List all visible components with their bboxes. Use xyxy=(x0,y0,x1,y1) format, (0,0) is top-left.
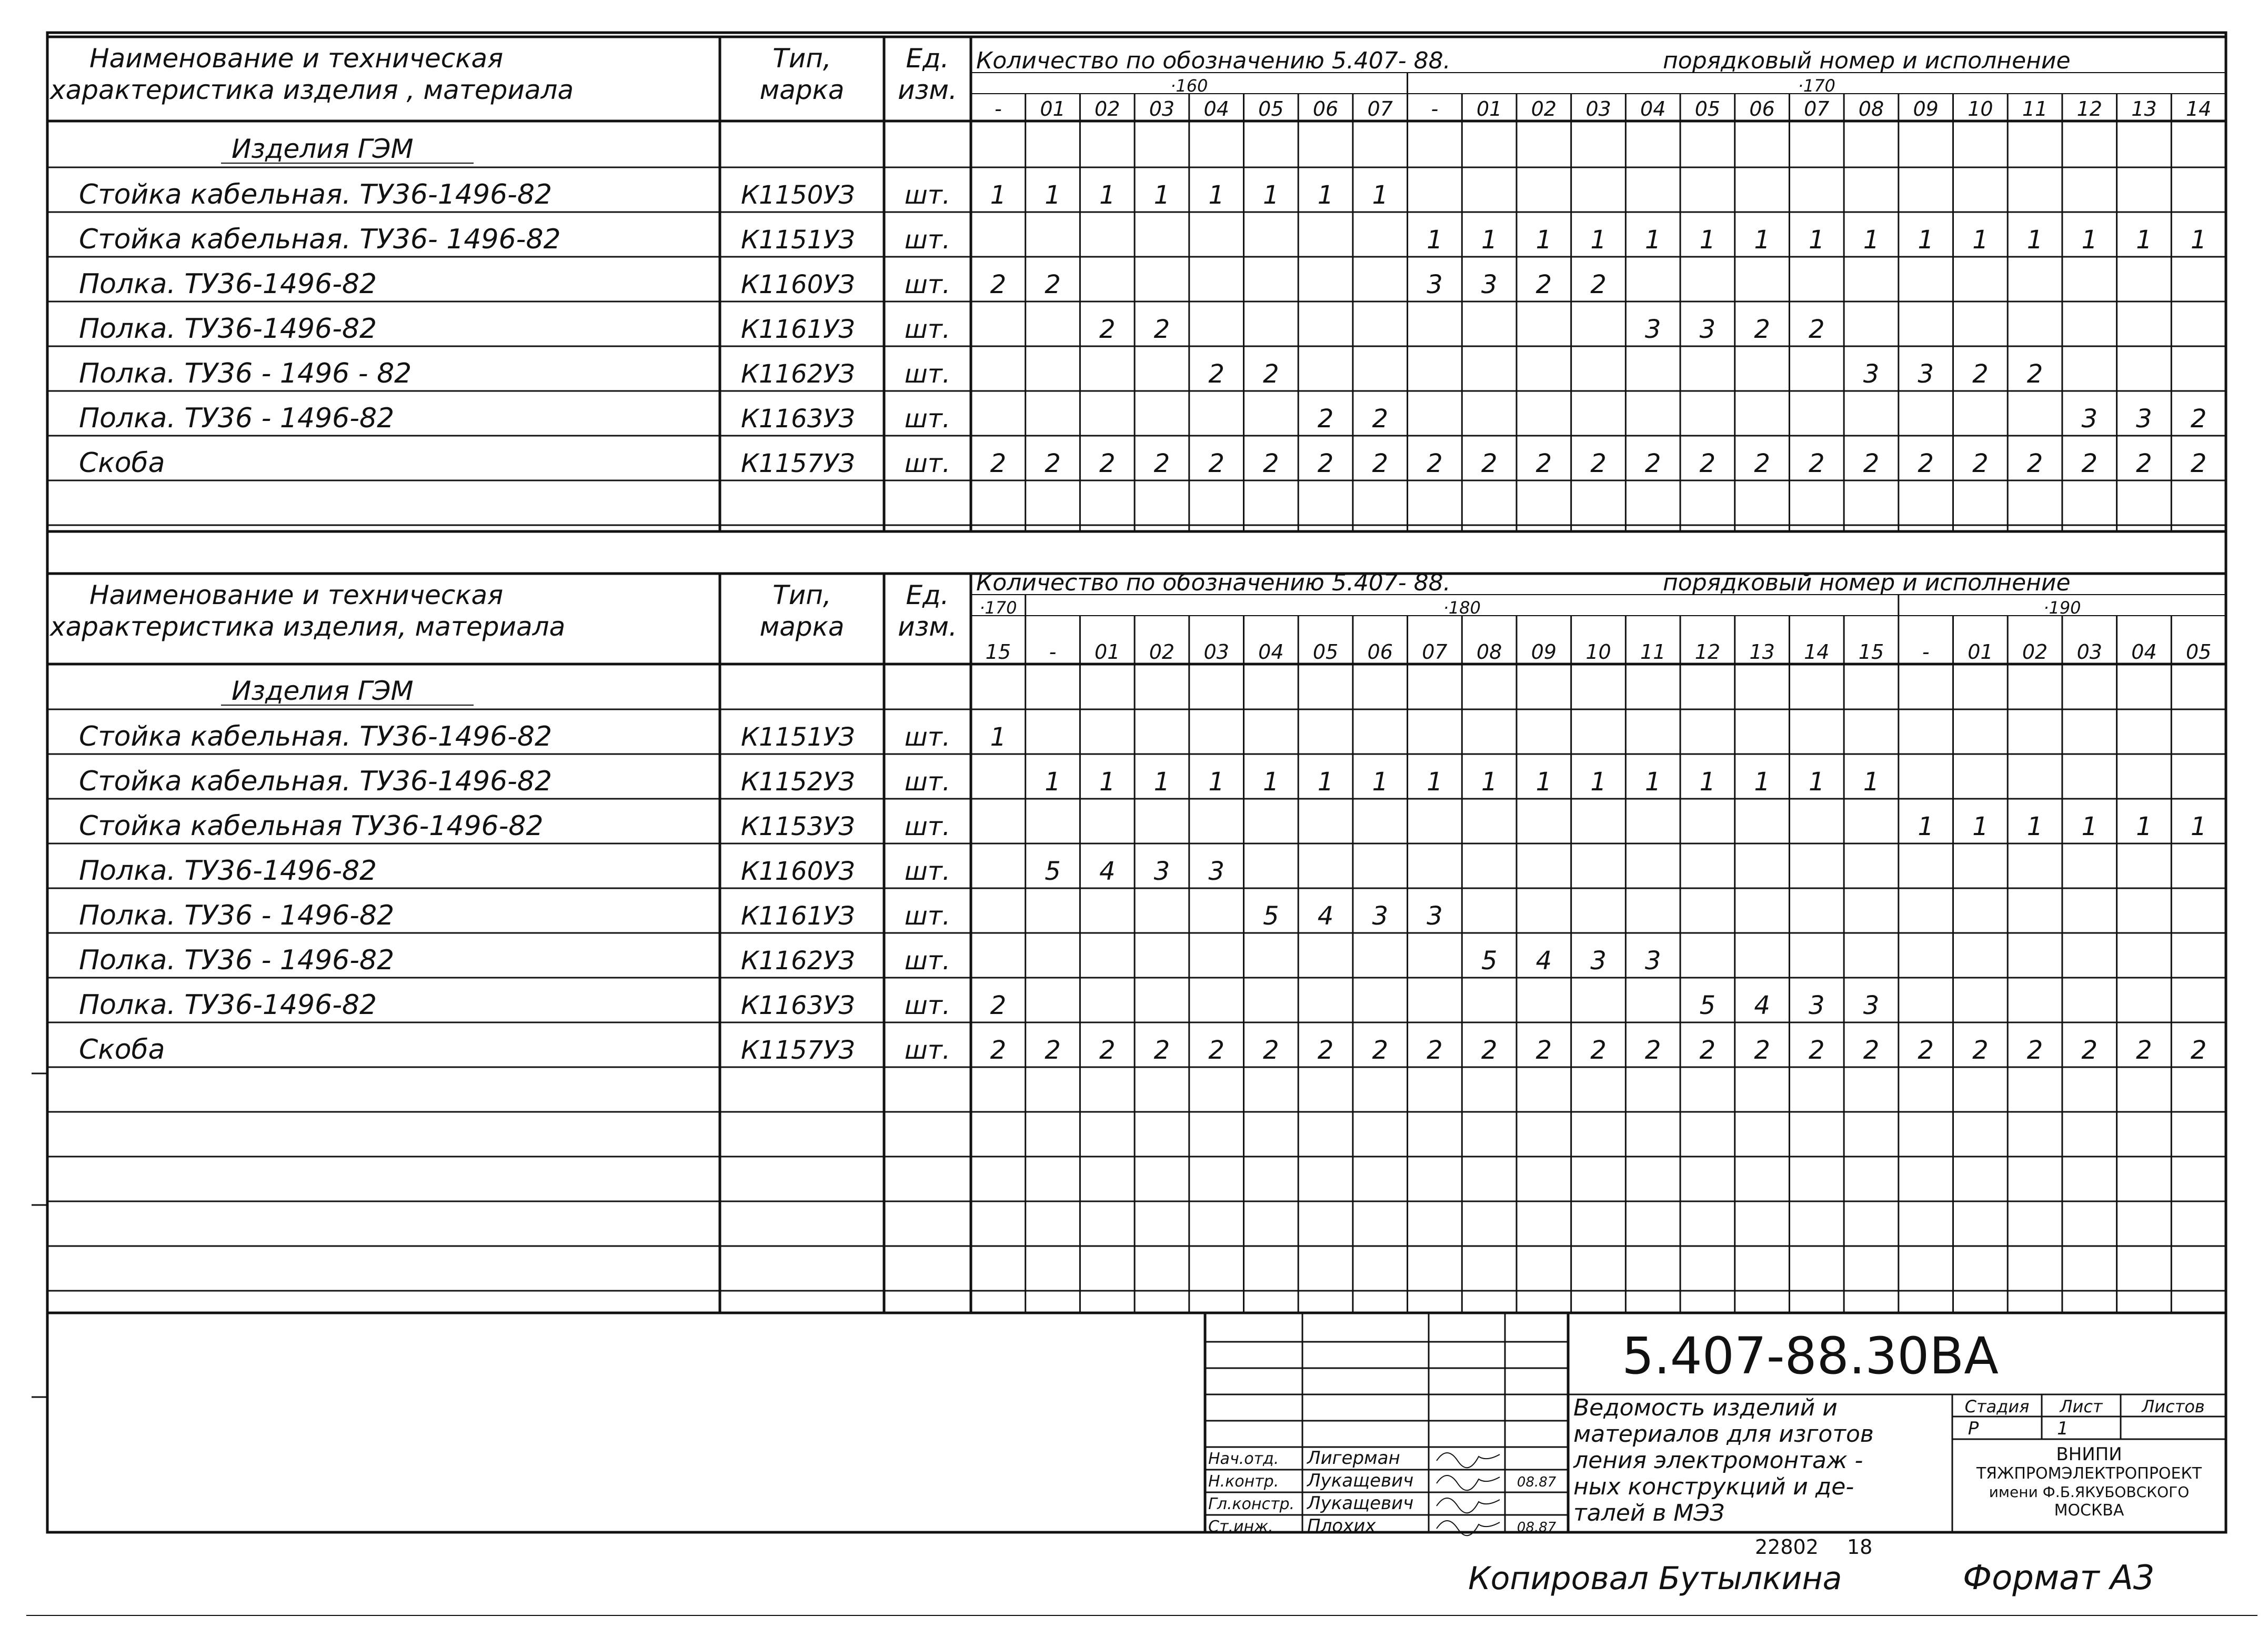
code-number: 22802 xyxy=(1755,1535,1819,1559)
quantity-cell: 2 xyxy=(2190,449,2207,478)
row-unit: шт. xyxy=(904,225,951,255)
quantity-cell: 4 xyxy=(1317,901,1334,931)
column-header-name: характеристика изделия , материала xyxy=(50,75,574,105)
column-number: 13 xyxy=(2131,97,2157,120)
quantity-cell: 3 xyxy=(1918,359,1934,389)
signature-name: Лигерман xyxy=(1307,1448,1400,1469)
quantity-cell: 5 xyxy=(1699,991,1716,1020)
stage-value: Р xyxy=(1968,1418,1979,1439)
column-number: 06 xyxy=(1312,97,1339,120)
group-label: ·170 xyxy=(979,598,1017,618)
sheets-label: Листов xyxy=(2142,1397,2205,1417)
quantity-cell: 2 xyxy=(2190,404,2207,434)
quantity-cell: 1 xyxy=(2081,225,2098,255)
row-name: Полка. ТУ36-1496-82 xyxy=(79,989,377,1021)
quantity-cell: 3 xyxy=(2136,404,2152,434)
quantity-cell: 2 xyxy=(1481,449,1498,478)
column-header-type: Тип, xyxy=(772,43,831,74)
column-number: 04 xyxy=(2131,640,2157,664)
quantity-cell: 2 xyxy=(1208,1036,1225,1065)
column-header-type: марка xyxy=(759,611,845,642)
column-number: 05 xyxy=(1312,640,1339,664)
row-type: К1162УЗ xyxy=(741,359,855,389)
quantity-cell: 3 xyxy=(1153,857,1170,886)
row-name: Полка. ТУ36 - 1496-82 xyxy=(79,900,395,931)
row-unit: шт. xyxy=(904,1036,951,1065)
group-label: ·160 xyxy=(1170,76,1208,96)
column-number: 09 xyxy=(1913,97,1939,120)
quantity-cell: 2 xyxy=(1809,315,1825,344)
row-type: К1160УЗ xyxy=(741,270,855,299)
org-line: ТЯЖПРОМЭЛЕКТРОПРОЕКТ xyxy=(1976,1464,2202,1483)
quantity-cell: 5 xyxy=(1045,857,1061,886)
quantity-cell: 1 xyxy=(1099,180,1116,210)
column-header-unit: изм. xyxy=(898,611,957,642)
quantity-cell: 2 xyxy=(2026,359,2043,389)
row-type: К1163УЗ xyxy=(741,991,855,1020)
title-designation: 5.407-88.30ВА xyxy=(1622,1327,1999,1385)
quantity-cell: 1 xyxy=(1863,225,1880,255)
column-number: 10 xyxy=(1585,640,1611,664)
column-header-name: Наименование и техническая xyxy=(89,580,504,610)
column-number: 11 xyxy=(1640,640,1666,664)
quantity-cell: 3 xyxy=(1208,857,1225,886)
quantity-cell: 2 xyxy=(1809,1036,1825,1065)
row-type: К1157УЗ xyxy=(741,1036,855,1065)
column-number: 11 xyxy=(2022,97,2048,120)
quantity-cell: 1 xyxy=(1536,225,1552,255)
signature-date: 08.87 xyxy=(1517,1474,1557,1490)
column-number: 07 xyxy=(1367,97,1393,120)
quantity-cell: 4 xyxy=(1099,857,1116,886)
row-type: К1151УЗ xyxy=(741,225,855,255)
column-number: 04 xyxy=(1203,97,1229,120)
quantity-cell: 1 xyxy=(1972,812,1989,841)
title-description-line: материалов для изготов xyxy=(1573,1421,1874,1448)
quantity-cell: 1 xyxy=(1263,180,1279,210)
quantity-cell: 1 xyxy=(2081,812,2098,841)
quantity-cell: 1 xyxy=(1153,180,1170,210)
column-header-name: Наименование и техническая xyxy=(89,43,504,74)
quantity-cell: 2 xyxy=(1263,359,1279,389)
row-type: К1163УЗ xyxy=(741,404,855,434)
quantity-cell: 3 xyxy=(1699,315,1716,344)
column-number: 14 xyxy=(1804,640,1830,664)
quantity-cell: 2 xyxy=(1699,449,1716,478)
row-unit: шт. xyxy=(904,946,951,976)
quantity-cell: 2 xyxy=(1263,449,1279,478)
quantity-cell: 3 xyxy=(1644,315,1661,344)
row-name: Скоба xyxy=(79,447,165,479)
column-number: 09 xyxy=(1531,640,1557,664)
quantity-cell: 2 xyxy=(1153,449,1170,478)
quantity-cell: 2 xyxy=(1699,1036,1716,1065)
quantity-cell: 1 xyxy=(1045,180,1061,210)
quantity-cell: 1 xyxy=(1918,225,1934,255)
row-unit: шт. xyxy=(904,270,951,299)
row-type: К1151УЗ xyxy=(741,722,855,752)
column-number: 01 xyxy=(1968,640,1993,664)
column-number: 06 xyxy=(1749,97,1775,120)
quantity-cell: 2 xyxy=(2081,449,2098,478)
row-name: Полка. ТУ36-1496-82 xyxy=(79,855,377,887)
quantity-cell: 1 xyxy=(2026,225,2043,255)
row-type: К1150УЗ xyxy=(741,180,855,210)
materials-table-1 xyxy=(47,37,2226,531)
quantity-cell: 2 xyxy=(1153,315,1170,344)
column-number: 04 xyxy=(1640,97,1666,120)
section-title: Изделия ГЭМ xyxy=(232,134,414,164)
signature-role: Ст.инж. xyxy=(1208,1518,1273,1536)
quantity-cell: 1 xyxy=(1317,767,1334,797)
column-number: 12 xyxy=(1694,640,1721,664)
quantity-cell: 2 xyxy=(1208,449,1225,478)
quantity-cell: 2 xyxy=(1644,1036,1661,1065)
quantity-cell: 4 xyxy=(1754,991,1770,1020)
quantity-cell: 1 xyxy=(2190,225,2207,255)
row-type: К1153УЗ xyxy=(741,812,855,841)
quantity-cell: 2 xyxy=(1972,449,1989,478)
quantity-cell: 2 xyxy=(990,1036,1007,1065)
row-type: К1152УЗ xyxy=(741,767,855,797)
quantity-cell: 1 xyxy=(1918,812,1934,841)
quantity-cell: 2 xyxy=(1045,270,1061,299)
quantity-cell: 2 xyxy=(1099,315,1116,344)
column-number: 14 xyxy=(2185,97,2212,120)
row-type: К1162УЗ xyxy=(741,946,855,976)
quantity-cell: 2 xyxy=(1972,359,1989,389)
row-name: Полка. ТУ36-1496-82 xyxy=(79,313,377,345)
column-number: 07 xyxy=(1422,640,1448,664)
quantity-cell: 2 xyxy=(1099,449,1116,478)
quantity-header-title: Количество по обозначению 5.407- 88. xyxy=(976,569,1451,596)
quantity-cell: 2 xyxy=(2136,1036,2152,1065)
column-number: 12 xyxy=(2076,97,2102,120)
quantity-cell: 2 xyxy=(2136,449,2152,478)
quantity-cell: 2 xyxy=(1317,1036,1334,1065)
quantity-cell: 1 xyxy=(990,180,1007,210)
quantity-cell: 2 xyxy=(1045,1036,1061,1065)
row-unit: шт. xyxy=(904,767,951,797)
quantity-cell: 1 xyxy=(1045,767,1061,797)
quantity-cell: 1 xyxy=(1317,180,1334,210)
materials-table-2 xyxy=(47,569,2226,1313)
quantity-cell: 2 xyxy=(2081,1036,2098,1065)
quantity-cell: 1 xyxy=(1099,767,1116,797)
row-type: К1160УЗ xyxy=(741,857,855,886)
group-label: ·190 xyxy=(2043,598,2081,618)
quantity-cell: 3 xyxy=(1372,901,1388,931)
title-block xyxy=(1205,1313,2226,1559)
quantity-cell: 2 xyxy=(1045,449,1061,478)
quantity-cell: 2 xyxy=(1372,404,1388,434)
column-number: 01 xyxy=(1476,97,1502,120)
quantity-cell: 2 xyxy=(1099,1036,1116,1065)
column-number: 10 xyxy=(1968,97,1993,120)
group-label: ·180 xyxy=(1443,598,1481,618)
quantity-cell: 1 xyxy=(1809,225,1825,255)
column-number: 08 xyxy=(1476,640,1502,664)
column-number: 03 xyxy=(1149,97,1175,120)
quantity-cell: 2 xyxy=(2190,1036,2207,1065)
column-number: 02 xyxy=(2022,640,2048,664)
quantity-cell: 2 xyxy=(1918,1036,1934,1065)
quantity-cell: 2 xyxy=(1536,1036,1552,1065)
quantity-cell: 1 xyxy=(1699,767,1716,797)
column-number: 15 xyxy=(985,640,1011,664)
row-name: Полка. ТУ36-1496-82 xyxy=(79,268,377,300)
signature-scribble xyxy=(1437,1453,1500,1468)
copied-by: Копировал Бутылкина xyxy=(1468,1560,1842,1597)
quantity-cell: 1 xyxy=(2136,812,2152,841)
column-number: 02 xyxy=(1149,640,1175,664)
row-name: Стойка кабельная. ТУ36-1496-82 xyxy=(79,179,553,210)
signature-role: Нач.отд. xyxy=(1208,1450,1279,1468)
quantity-cell: 1 xyxy=(1427,767,1443,797)
column-number: 01 xyxy=(1040,97,1066,120)
signature-scribble xyxy=(1437,1475,1500,1490)
quantity-cell: 1 xyxy=(1481,225,1498,255)
quantity-cell: 1 xyxy=(1590,225,1607,255)
quantity-cell: 2 xyxy=(2026,1036,2043,1065)
signature-role: Гл.констр. xyxy=(1208,1495,1295,1513)
quantity-header-subtitle: порядковый номер и исполнение xyxy=(1663,569,2071,596)
quantity-cell: 2 xyxy=(1590,1036,1607,1065)
quantity-cell: 1 xyxy=(1644,767,1661,797)
quantity-cell: 3 xyxy=(1427,270,1443,299)
signature-role: Н.контр. xyxy=(1208,1472,1279,1491)
quantity-cell: 3 xyxy=(1863,991,1880,1020)
quantity-cell: 2 xyxy=(1153,1036,1170,1065)
group-label: ·170 xyxy=(1798,76,1835,96)
column-number: 15 xyxy=(1858,640,1884,664)
code-suffix: 18 xyxy=(1847,1535,1873,1559)
title-description-line: талей в МЭЗ xyxy=(1573,1500,1725,1527)
quantity-cell: 2 xyxy=(1863,449,1880,478)
quantity-cell: 3 xyxy=(1644,946,1661,976)
row-name: Полка. ТУ36 - 1496-82 xyxy=(79,945,395,976)
row-unit: шт. xyxy=(904,449,951,478)
quantity-cell: 3 xyxy=(1590,946,1607,976)
org-line: МОСКВА xyxy=(2054,1501,2124,1520)
sheet-value: 1 xyxy=(2057,1418,2069,1439)
row-type: К1157УЗ xyxy=(741,449,855,478)
row-unit: шт. xyxy=(904,359,951,389)
quantity-cell: 2 xyxy=(1972,1036,1989,1065)
row-unit: шт. xyxy=(904,722,951,752)
column-number: - xyxy=(994,97,1002,120)
quantity-cell: 2 xyxy=(1918,449,1934,478)
quantity-cell: 1 xyxy=(1754,767,1770,797)
section-title: Изделия ГЭМ xyxy=(232,676,414,706)
row-type: К1161УЗ xyxy=(741,315,855,344)
quantity-cell: 1 xyxy=(1590,767,1607,797)
column-number: 03 xyxy=(1585,97,1611,120)
row-name: Стойка кабельная. ТУ36-1496-82 xyxy=(79,721,553,752)
quantity-cell: 3 xyxy=(1427,901,1443,931)
quantity-cell: 2 xyxy=(1754,1036,1770,1065)
quantity-cell: 1 xyxy=(990,722,1007,752)
quantity-cell: 2 xyxy=(1754,449,1770,478)
quantity-cell: 2 xyxy=(1427,1036,1443,1065)
quantity-cell: 3 xyxy=(1809,991,1825,1020)
quantity-cell: 1 xyxy=(1481,767,1498,797)
column-number: 07 xyxy=(1804,97,1830,120)
quantity-cell: 3 xyxy=(1863,359,1880,389)
quantity-cell: 2 xyxy=(990,991,1007,1020)
sheet-label: Лист xyxy=(2060,1397,2103,1417)
quantity-cell: 1 xyxy=(1754,225,1770,255)
quantity-cell: 2 xyxy=(1590,449,1607,478)
signature-name: Лукащевич xyxy=(1307,1470,1414,1491)
quantity-header-title: Количество по обозначению 5.407- 88. xyxy=(976,47,1451,74)
row-unit: шт. xyxy=(904,991,951,1020)
quantity-cell: 1 xyxy=(2190,812,2207,841)
quantity-cell: 2 xyxy=(1427,449,1443,478)
quantity-cell: 1 xyxy=(1153,767,1170,797)
quantity-cell: 1 xyxy=(1372,180,1388,210)
column-number: 02 xyxy=(1531,97,1557,120)
quantity-cell: 1 xyxy=(1427,225,1443,255)
column-number: 02 xyxy=(1095,97,1120,120)
row-name: Стойка кабельная. ТУ36- 1496-82 xyxy=(79,224,561,255)
quantity-cell: 2 xyxy=(1208,359,1225,389)
signature-scribble xyxy=(1437,1498,1500,1513)
quantity-cell: 1 xyxy=(1972,225,1989,255)
row-unit: шт. xyxy=(904,857,951,886)
quantity-cell: 2 xyxy=(1644,449,1661,478)
quantity-cell: 1 xyxy=(2026,812,2043,841)
quantity-cell: 5 xyxy=(1481,946,1498,976)
column-number: 03 xyxy=(1203,640,1229,664)
quantity-cell: 2 xyxy=(2026,449,2043,478)
row-type: К1161УЗ xyxy=(741,901,855,931)
row-unit: шт. xyxy=(904,315,951,344)
column-header-unit: Ед. xyxy=(906,580,949,610)
column-number: 08 xyxy=(1858,97,1884,120)
title-description-line: ных конструкций и де- xyxy=(1573,1473,1854,1500)
quantity-cell: 2 xyxy=(1317,449,1334,478)
quantity-cell: 2 xyxy=(1372,1036,1388,1065)
signature-date: 08.87 xyxy=(1517,1520,1557,1535)
column-number: 05 xyxy=(2185,640,2212,664)
column-number: 01 xyxy=(1095,640,1120,664)
signature-name: Плохих xyxy=(1307,1515,1376,1536)
quantity-cell: 2 xyxy=(1590,270,1607,299)
quantity-cell: 1 xyxy=(1644,225,1661,255)
quantity-cell: 2 xyxy=(1809,449,1825,478)
stage-label: Стадия xyxy=(1964,1397,2030,1417)
quantity-cell: 1 xyxy=(1699,225,1716,255)
column-header-unit: изм. xyxy=(898,75,957,105)
quantity-cell: 3 xyxy=(1481,270,1498,299)
quantity-cell: 1 xyxy=(1208,767,1225,797)
column-header-type: Тип, xyxy=(772,580,831,610)
quantity-cell: 2 xyxy=(990,270,1007,299)
title-description-line: Ведомость изделий и xyxy=(1573,1394,1838,1421)
row-name: Полка. ТУ36 - 1496-82 xyxy=(79,403,395,434)
column-number: 13 xyxy=(1749,640,1775,664)
column-header-name: характеристика изделия, материала xyxy=(50,611,566,642)
column-header-type: марка xyxy=(759,75,845,105)
org-line: ВНИПИ xyxy=(2056,1444,2122,1465)
title-description-line: ления электромонтаж - xyxy=(1573,1447,1863,1474)
quantity-cell: 5 xyxy=(1263,901,1279,931)
quantity-cell: 2 xyxy=(1317,404,1334,434)
column-number: - xyxy=(1049,640,1057,664)
row-unit: шт. xyxy=(904,812,951,841)
quantity-cell: 2 xyxy=(1863,1036,1880,1065)
quantity-cell: 2 xyxy=(1754,315,1770,344)
quantity-cell: 2 xyxy=(1536,270,1552,299)
row-name: Скоба xyxy=(79,1034,165,1066)
quantity-cell: 1 xyxy=(1809,767,1825,797)
column-number: 05 xyxy=(1258,97,1284,120)
quantity-cell: 2 xyxy=(1536,449,1552,478)
quantity-cell: 1 xyxy=(1208,180,1225,210)
quantity-cell: 2 xyxy=(1263,1036,1279,1065)
quantity-cell: 4 xyxy=(1536,946,1552,976)
quantity-header-subtitle: порядковый номер и исполнение xyxy=(1663,47,2071,74)
row-name: Стойка кабельная ТУ36-1496-82 xyxy=(79,810,544,842)
column-header-unit: Ед. xyxy=(906,43,949,74)
quantity-cell: 1 xyxy=(1536,767,1552,797)
column-number: 05 xyxy=(1694,97,1721,120)
row-unit: шт. xyxy=(904,180,951,210)
quantity-cell: 1 xyxy=(1863,767,1880,797)
quantity-cell: 2 xyxy=(1372,449,1388,478)
row-name: Стойка кабельная. ТУ36-1496-82 xyxy=(79,766,553,797)
sheet-format: Формат А3 xyxy=(1963,1559,2155,1598)
column-number: 03 xyxy=(2076,640,2102,664)
quantity-cell: 1 xyxy=(1372,767,1388,797)
quantity-cell: 1 xyxy=(2136,225,2152,255)
quantity-cell: 2 xyxy=(990,449,1007,478)
signature-name: Лукащевич xyxy=(1307,1493,1414,1514)
row-unit: шт. xyxy=(904,901,951,931)
org-line: имени Ф.Б.ЯКУБОВСКОГО xyxy=(1989,1483,2190,1501)
quantity-cell: 3 xyxy=(2081,404,2098,434)
column-number: 04 xyxy=(1258,640,1284,664)
quantity-cell: 2 xyxy=(1481,1036,1498,1065)
quantity-cell: 1 xyxy=(1263,767,1279,797)
row-name: Полка. ТУ36 - 1496 - 82 xyxy=(79,358,412,389)
column-number: 06 xyxy=(1367,640,1393,664)
column-number: - xyxy=(1922,640,1930,664)
column-number: - xyxy=(1431,97,1439,120)
row-unit: шт. xyxy=(904,404,951,434)
